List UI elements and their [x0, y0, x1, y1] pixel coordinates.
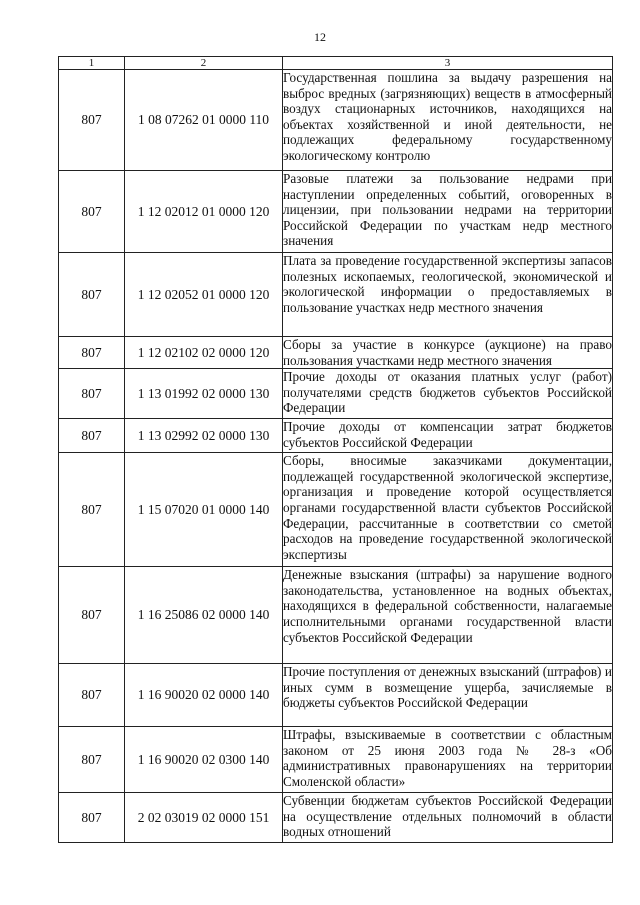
revenue-description-cell: Субвенции бюджетам субъектов Российской Федерации на осуществление отдельных полномочий в области водных отношений	[283, 793, 613, 843]
revenue-code-cell: 1 12 02102 02 0000 120	[125, 337, 283, 369]
table-row	[59, 253, 613, 337]
table-row	[59, 171, 613, 253]
table-row	[59, 337, 613, 369]
admin-code-cell: 807	[59, 171, 125, 253]
page-number: 12	[314, 30, 326, 44]
revenue-description-cell: Прочие доходы от оказания платных услуг (работ) получателями средств бюджетов субъектов Российской Федерации	[283, 369, 613, 419]
table-row	[59, 727, 613, 793]
revenue-description-cell: Разовые платежи за пользование недрами при наступлении определенных событий, оговоренных в лицензии, при пользовании недрами на территории Российской Федерации по участкам недр местного значения	[283, 171, 613, 253]
admin-code-cell: 807	[59, 664, 125, 727]
revenue-code-cell: 1 12 02012 01 0000 120	[125, 171, 283, 253]
table-header-row	[59, 57, 613, 70]
admin-code-cell: 807	[59, 253, 125, 337]
revenue-description-cell: Государственная пошлина за выдачу разрешения на выброс вредных (загрязняющих) веществ в атмосферный воздух стационарных источников, находящихся на объектах хозяйственной и иной деятельности, не подлежащих федеральному государственному экологическому контролю	[283, 70, 613, 171]
table-row	[59, 369, 613, 419]
revenue-code-cell: 1 12 02052 01 0000 120	[125, 253, 283, 337]
table-row	[59, 419, 613, 453]
revenue-code-cell: 1 15 07020 01 0000 140	[125, 453, 283, 567]
revenue-description-cell: Штрафы, взыскиваемые в соответствии с областным законом от 25 июня 2003 года № 28-з «Об административных правонарушениях на территории Смоленской области»	[283, 727, 613, 793]
revenue-codes-table	[58, 56, 613, 843]
admin-code-cell: 807	[59, 567, 125, 664]
column-header-2: 2	[125, 57, 283, 70]
admin-code-cell: 807	[59, 369, 125, 419]
admin-code-cell: 807	[59, 337, 125, 369]
revenue-description-cell: Сборы, вносимые заказчиками документации, подлежащей государственной экологической экспертизе, организация и проведение которой осуществляется органами государственной власти субъектов Российской Федерации, рассчитанные в соответствии со сметой расходов на проведение государственной экологической экспертизы	[283, 453, 613, 567]
admin-code-cell: 807	[59, 419, 125, 453]
revenue-description-cell: Плата за проведение государственной экспертизы запасов полезных ископаемых, геологической, экономической и экологической информации о предоставляемых в пользование участках недр местного значения	[283, 253, 613, 337]
column-header-1: 1	[59, 57, 125, 70]
revenue-code-cell: 1 13 02992 02 0000 130	[125, 419, 283, 453]
table-row	[59, 453, 613, 567]
table-row	[59, 793, 613, 843]
revenue-description-cell: Денежные взыскания (штрафы) за нарушение водного законодательства, установленное на водных объектах, находящихся в федеральной собственности, налагаемые исполнительными органами государственной власти субъектов Российской Федерации	[283, 567, 613, 664]
table-row	[59, 70, 613, 171]
table-row	[59, 567, 613, 664]
admin-code-cell: 807	[59, 453, 125, 567]
revenue-description-cell: Сборы за участие в конкурсе (аукционе) на право пользования участками недр местного значения	[283, 337, 612, 368]
revenue-code-cell: 1 16 90020 02 0000 140	[125, 664, 283, 727]
revenue-description-cell: Прочие поступления от денежных взысканий (штрафов) и иных сумм в возмещение ущерба, зачисляемые в бюджеты субъектов Российской Федерации	[283, 664, 613, 727]
admin-code-cell: 807	[59, 793, 125, 843]
column-header-3: 3	[283, 57, 613, 70]
revenue-code-cell: 1 16 25086 02 0000 140	[125, 567, 283, 664]
revenue-code-cell: 2 02 03019 02 0000 151	[125, 793, 283, 843]
admin-code-cell: 807	[59, 727, 125, 793]
table-row	[59, 664, 613, 727]
revenue-description-cell: Прочие доходы от компенсации затрат бюджетов субъектов Российской Федерации	[283, 419, 613, 453]
revenue-code-cell: 1 13 01992 02 0000 130	[125, 369, 283, 419]
admin-code-cell: 807	[59, 70, 125, 171]
revenue-code-cell: 1 08 07262 01 0000 110	[125, 70, 283, 171]
revenue-code-cell: 1 16 90020 02 0300 140	[125, 727, 283, 793]
